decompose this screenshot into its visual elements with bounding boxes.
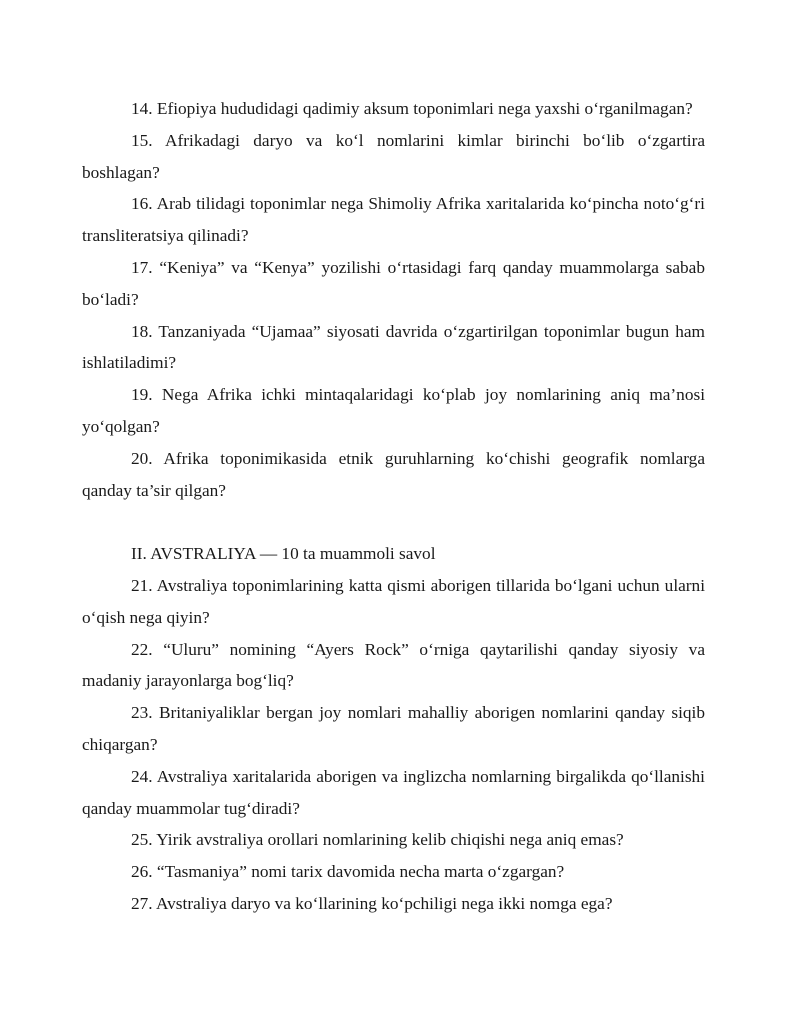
question-14: 14. Efiopiya hududidagi qadimiy aksum toponimlari nega yaxshi o‘rganilmagan? [131,99,693,118]
question-19: 19. Nega Afrika ichki mintaqalaridagi ko‘plab joy nomlarining aniq ma’nosi yo‘qolgan? [82,385,705,436]
question-23: 23. Britaniyaliklar bergan joy nomlari mahalliy aborigen nomlarini qanday siqib chiqargan? [82,703,705,754]
question-17: 17. “Keniya” va “Kenya” yozilishi o‘rtasidagi farq qanday muammolarga sabab bo‘ladi? [82,257,705,309]
question-16: 16. Arab tilidagi toponimlar nega Shimoliy Afrika xaritalarida ko‘pincha noto‘g‘ri transliteratsiya qilinadi? [82,194,705,246]
document-body [82,93,705,920]
question-21: 21. Avstraliya toponimlarining katta qismi aborigen tillarida bo‘lgani uchun ularni o‘qish nega qiyin? [82,575,705,627]
question-15: 15. Afrikadagi daryo va ko‘l nomlarini kimlar birinchi bo‘lib o‘zgartira boshlagan? [82,130,705,182]
question-18: 18. Tanzaniyada “Ujamaa” siyosati davrida o‘zgartirilgan toponimlar bugun ham ishlatiladimi? [82,321,705,373]
question-20: 20. Afrika toponimikasida etnik guruhlarning ko‘chishi geografik nomlarga qanday ta’sir qilgan? [82,448,705,500]
question-26: 26. “Tasmaniya” nomi tarix davomida necha marta o‘zgargan? [131,862,565,882]
question-25: 25. Yirik avstraliya orollari nomlarining kelib chiqishi nega aniq emas? [131,830,624,850]
question-24: 24. Avstraliya xaritalarida aborigen va inglizcha nomlarning birgalikda qo‘llanishi qanday muammolar tug‘diradi? [82,766,705,818]
question-22: 22. “Uluru” nomining “Ayers Rock” o‘rniga qaytarilishi qanday siyosiy va madaniy jarayonlarga bog‘liq? [82,639,705,691]
question-27: 27. Avstraliya daryo va ko‘llarining ko‘pchiligi nega ikki nomga ega? [131,893,613,913]
section-heading: II. AVSTRALIYA — 10 ta muammoli savol [131,544,436,564]
